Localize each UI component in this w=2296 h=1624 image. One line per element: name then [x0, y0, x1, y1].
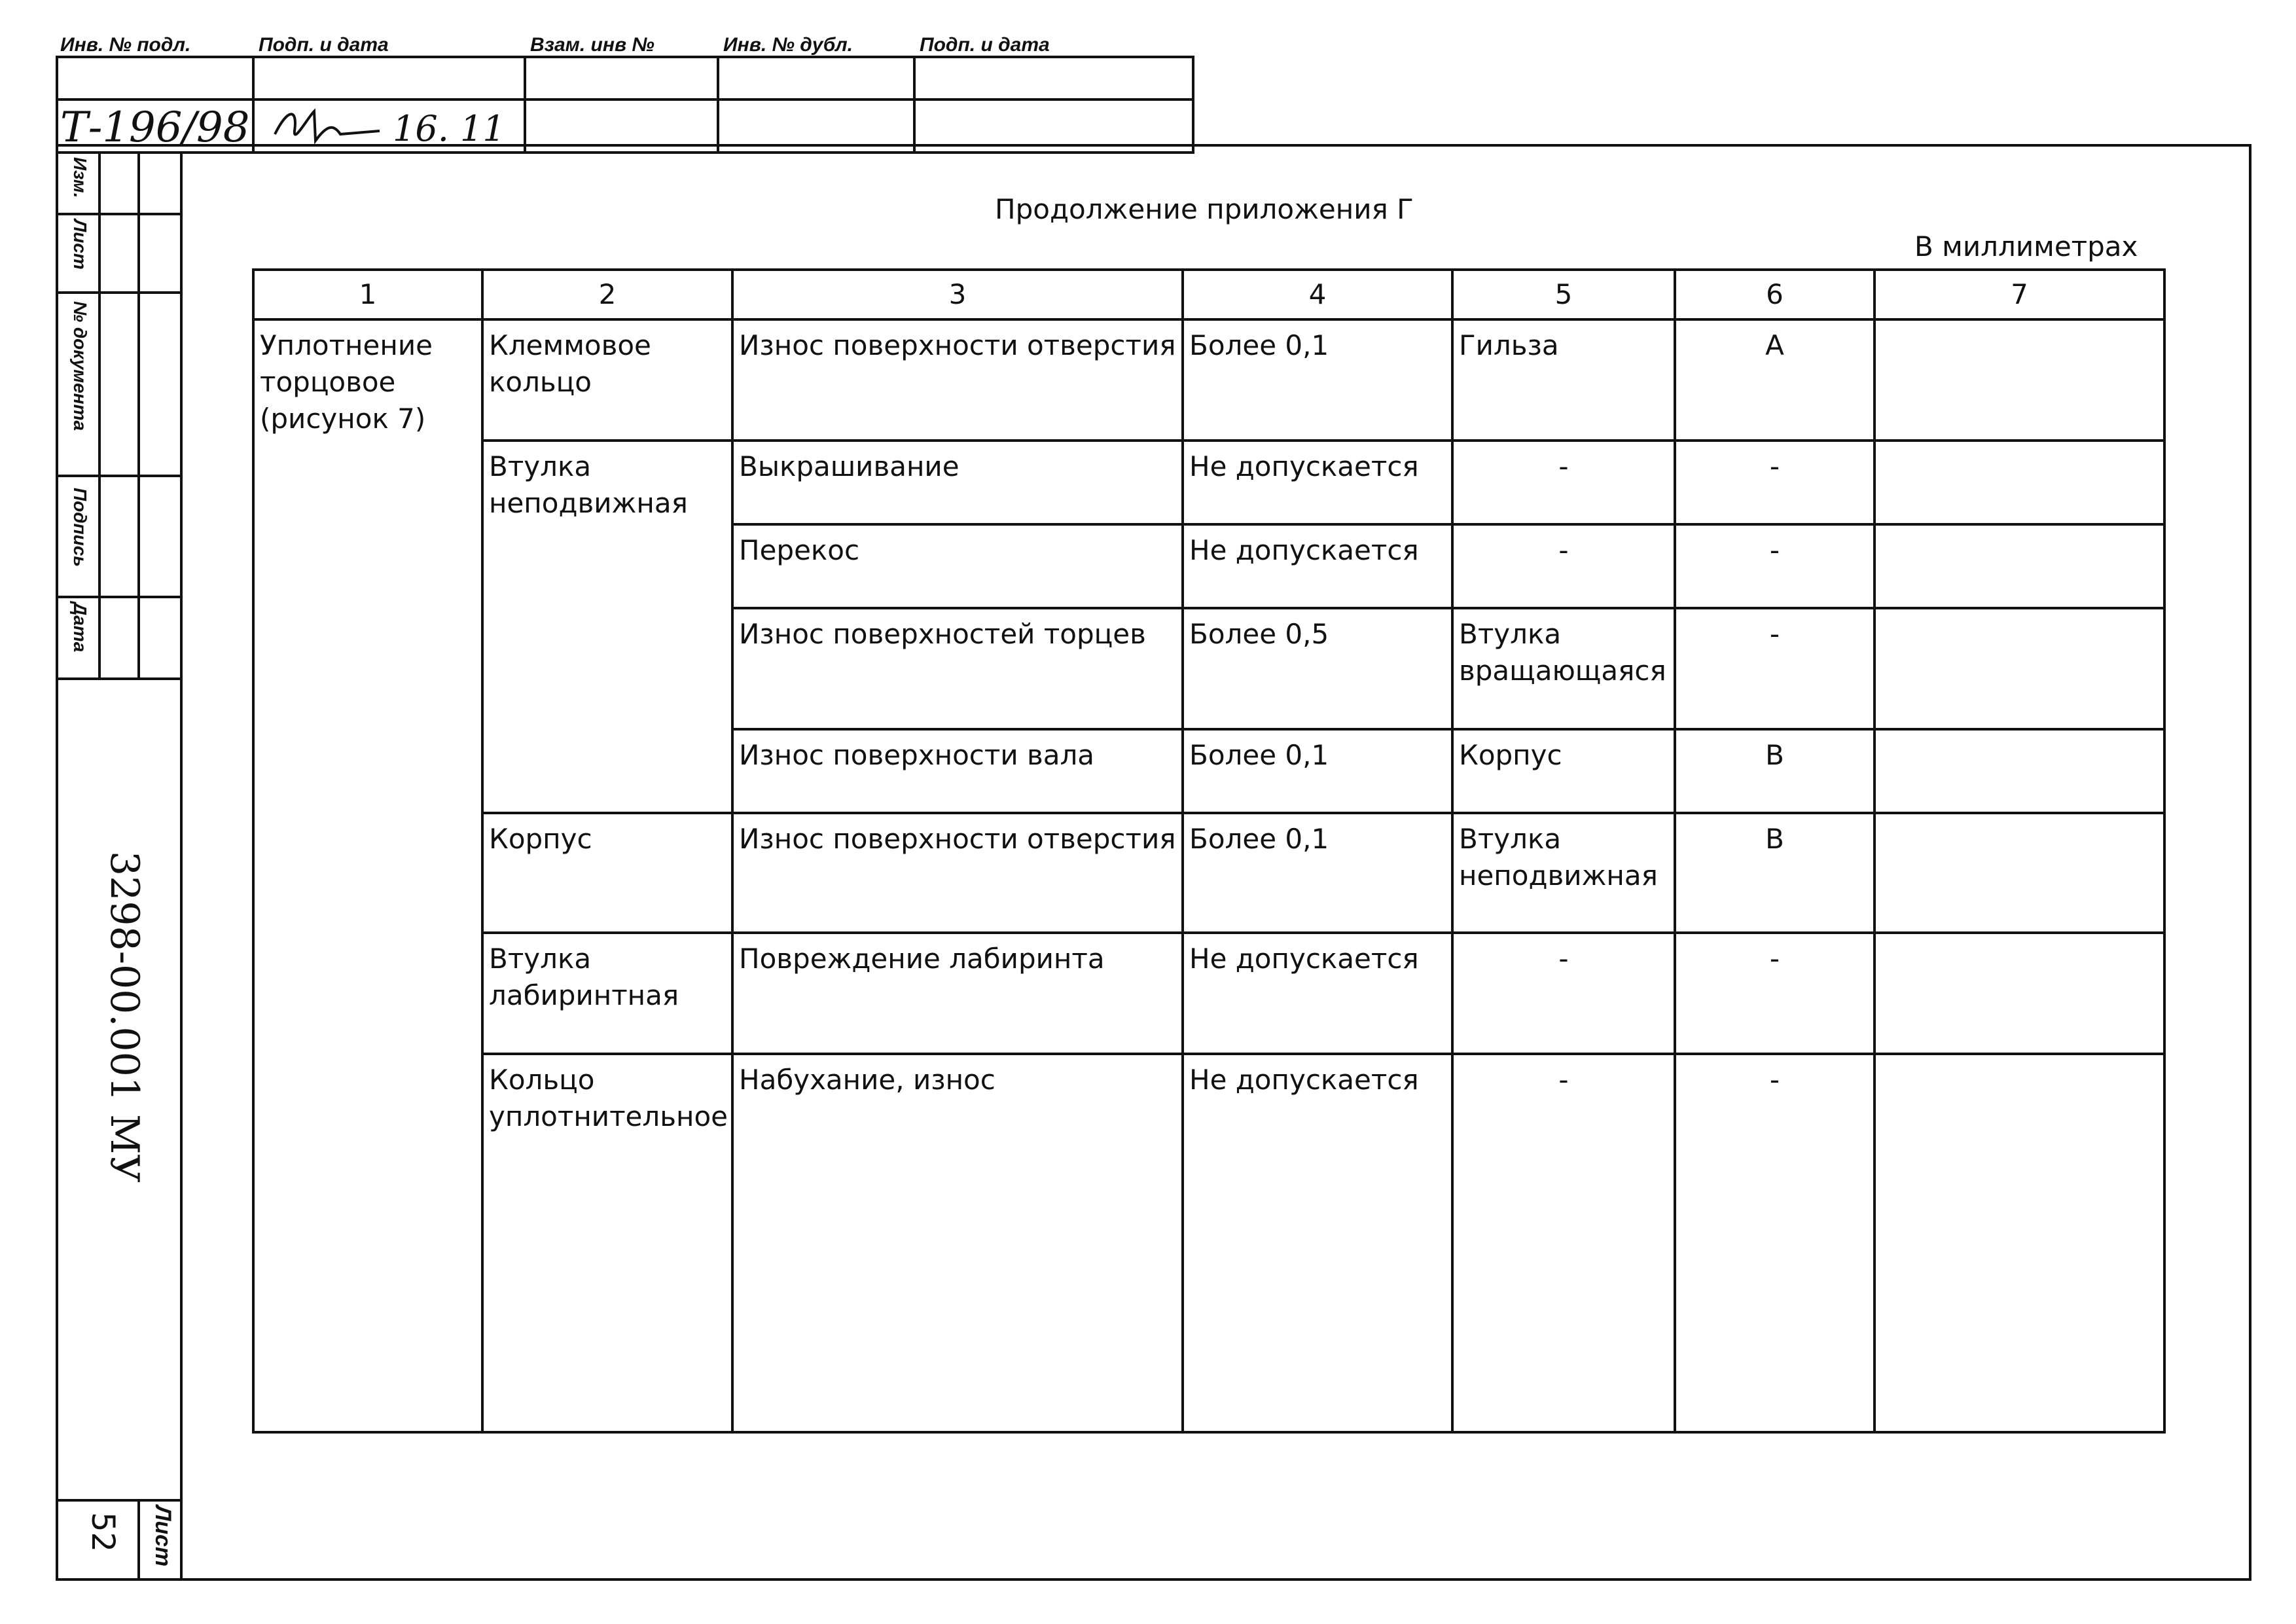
mate-cell: -: [1452, 933, 1675, 1054]
mate-cell: Гильза: [1452, 319, 1675, 441]
part-cell: Кольцо уплотнительное: [482, 1054, 732, 1432]
header-cell: 6: [1675, 270, 1874, 319]
limit-cell: Более 0,1: [1183, 319, 1452, 441]
note-cell: [1874, 524, 2164, 608]
page-title: Продолжение приложения Г: [995, 193, 1414, 225]
stamp-label-sign-date-2: Подп. и дата: [920, 34, 1050, 56]
mate-cell: Втулка неподвижная: [1452, 813, 1675, 933]
header-cell: 5: [1452, 270, 1675, 319]
defect-cell: Износ поверхности вала: [732, 729, 1183, 813]
category-cell: -: [1675, 524, 1874, 608]
header-cell: 1: [253, 270, 482, 319]
mate-cell: -: [1452, 1054, 1675, 1432]
category-cell: В: [1675, 729, 1874, 813]
group-cell: Уплотнение торцовое (рисунок 7): [253, 319, 482, 1432]
units-label: В миллиметрах: [1914, 230, 2138, 262]
side-label-sheet: Лист: [70, 219, 90, 270]
note-cell: [1874, 813, 2164, 933]
note-cell: [1874, 933, 2164, 1054]
side-label-doc: № документа: [70, 301, 90, 431]
limit-cell: Более 0,1: [1183, 813, 1452, 933]
sheet-number: 52: [84, 1512, 121, 1553]
limit-cell: Более 0,5: [1183, 608, 1452, 729]
side-label-signature: Подпись: [70, 488, 90, 567]
table-row: [253, 933, 2164, 1054]
limit-cell: Не допускается: [1183, 1054, 1452, 1432]
defect-cell: Набухание, износ: [732, 1054, 1183, 1432]
category-cell: А: [1675, 319, 1874, 441]
part-cell: Клеммовое кольцо: [482, 319, 732, 441]
limit-cell: Не допускается: [1183, 524, 1452, 608]
table-row: [253, 813, 2164, 933]
category-cell: -: [1675, 933, 1874, 1054]
note-cell: [1874, 441, 2164, 524]
header-cell: 4: [1183, 270, 1452, 319]
defect-cell: Выкрашивание: [732, 441, 1183, 524]
note-cell: [1874, 729, 2164, 813]
note-cell: [1874, 608, 2164, 729]
signature-date: 16. 11: [393, 108, 505, 149]
part-cell: Втулка неподвижная: [482, 441, 732, 813]
header-cell: 2: [482, 270, 732, 319]
defect-cell: Перекос: [732, 524, 1183, 608]
limit-cell: Более 0,1: [1183, 729, 1452, 813]
category-cell: -: [1675, 608, 1874, 729]
header-cell: 7: [1874, 270, 2164, 319]
defect-cell: Повреждение лабиринта: [732, 933, 1183, 1054]
mate-cell: Втулка вращающаяся: [1452, 608, 1675, 729]
stamp-label-replace: Взам. инв №: [530, 34, 655, 56]
stamp-label-sign-date: Подп. и дата: [259, 34, 389, 56]
mate-cell: Корпус: [1452, 729, 1675, 813]
table-row: [253, 319, 2164, 441]
defect-cell: Износ поверхностей торцев: [732, 608, 1183, 729]
document-code: 3298-00.001 МУ: [101, 851, 147, 1183]
limit-cell: Не допускается: [1183, 441, 1452, 524]
header-cell: 3: [732, 270, 1183, 319]
mate-cell: -: [1452, 441, 1675, 524]
category-cell: В: [1675, 813, 1874, 933]
mate-cell: -: [1452, 524, 1675, 608]
stamp-label-dupl: Инв. № дубл.: [723, 34, 853, 56]
table-row: [253, 441, 2164, 524]
part-cell: Втулка лабиринтная: [482, 933, 732, 1054]
note-cell: [1874, 1054, 2164, 1432]
inv-number: Т-196/98: [60, 103, 250, 152]
side-label-change: Изм.: [70, 157, 90, 198]
category-cell: -: [1675, 441, 1874, 524]
defect-cell: Износ поверхности отверстия: [732, 813, 1183, 933]
table-row: [253, 1054, 2164, 1432]
sheet-label: Лист: [151, 1506, 175, 1567]
table-header-row: [253, 270, 2164, 319]
defect-table: [252, 268, 2166, 1434]
category-cell: -: [1675, 1054, 1874, 1432]
note-cell: [1874, 319, 2164, 441]
stamp-label-inv: Инв. № подл.: [60, 34, 191, 56]
limit-cell: Не допускается: [1183, 933, 1452, 1054]
defect-cell: Износ поверхности отверстия: [732, 319, 1183, 441]
side-label-date: Дата: [70, 602, 90, 653]
part-cell: Корпус: [482, 813, 732, 933]
